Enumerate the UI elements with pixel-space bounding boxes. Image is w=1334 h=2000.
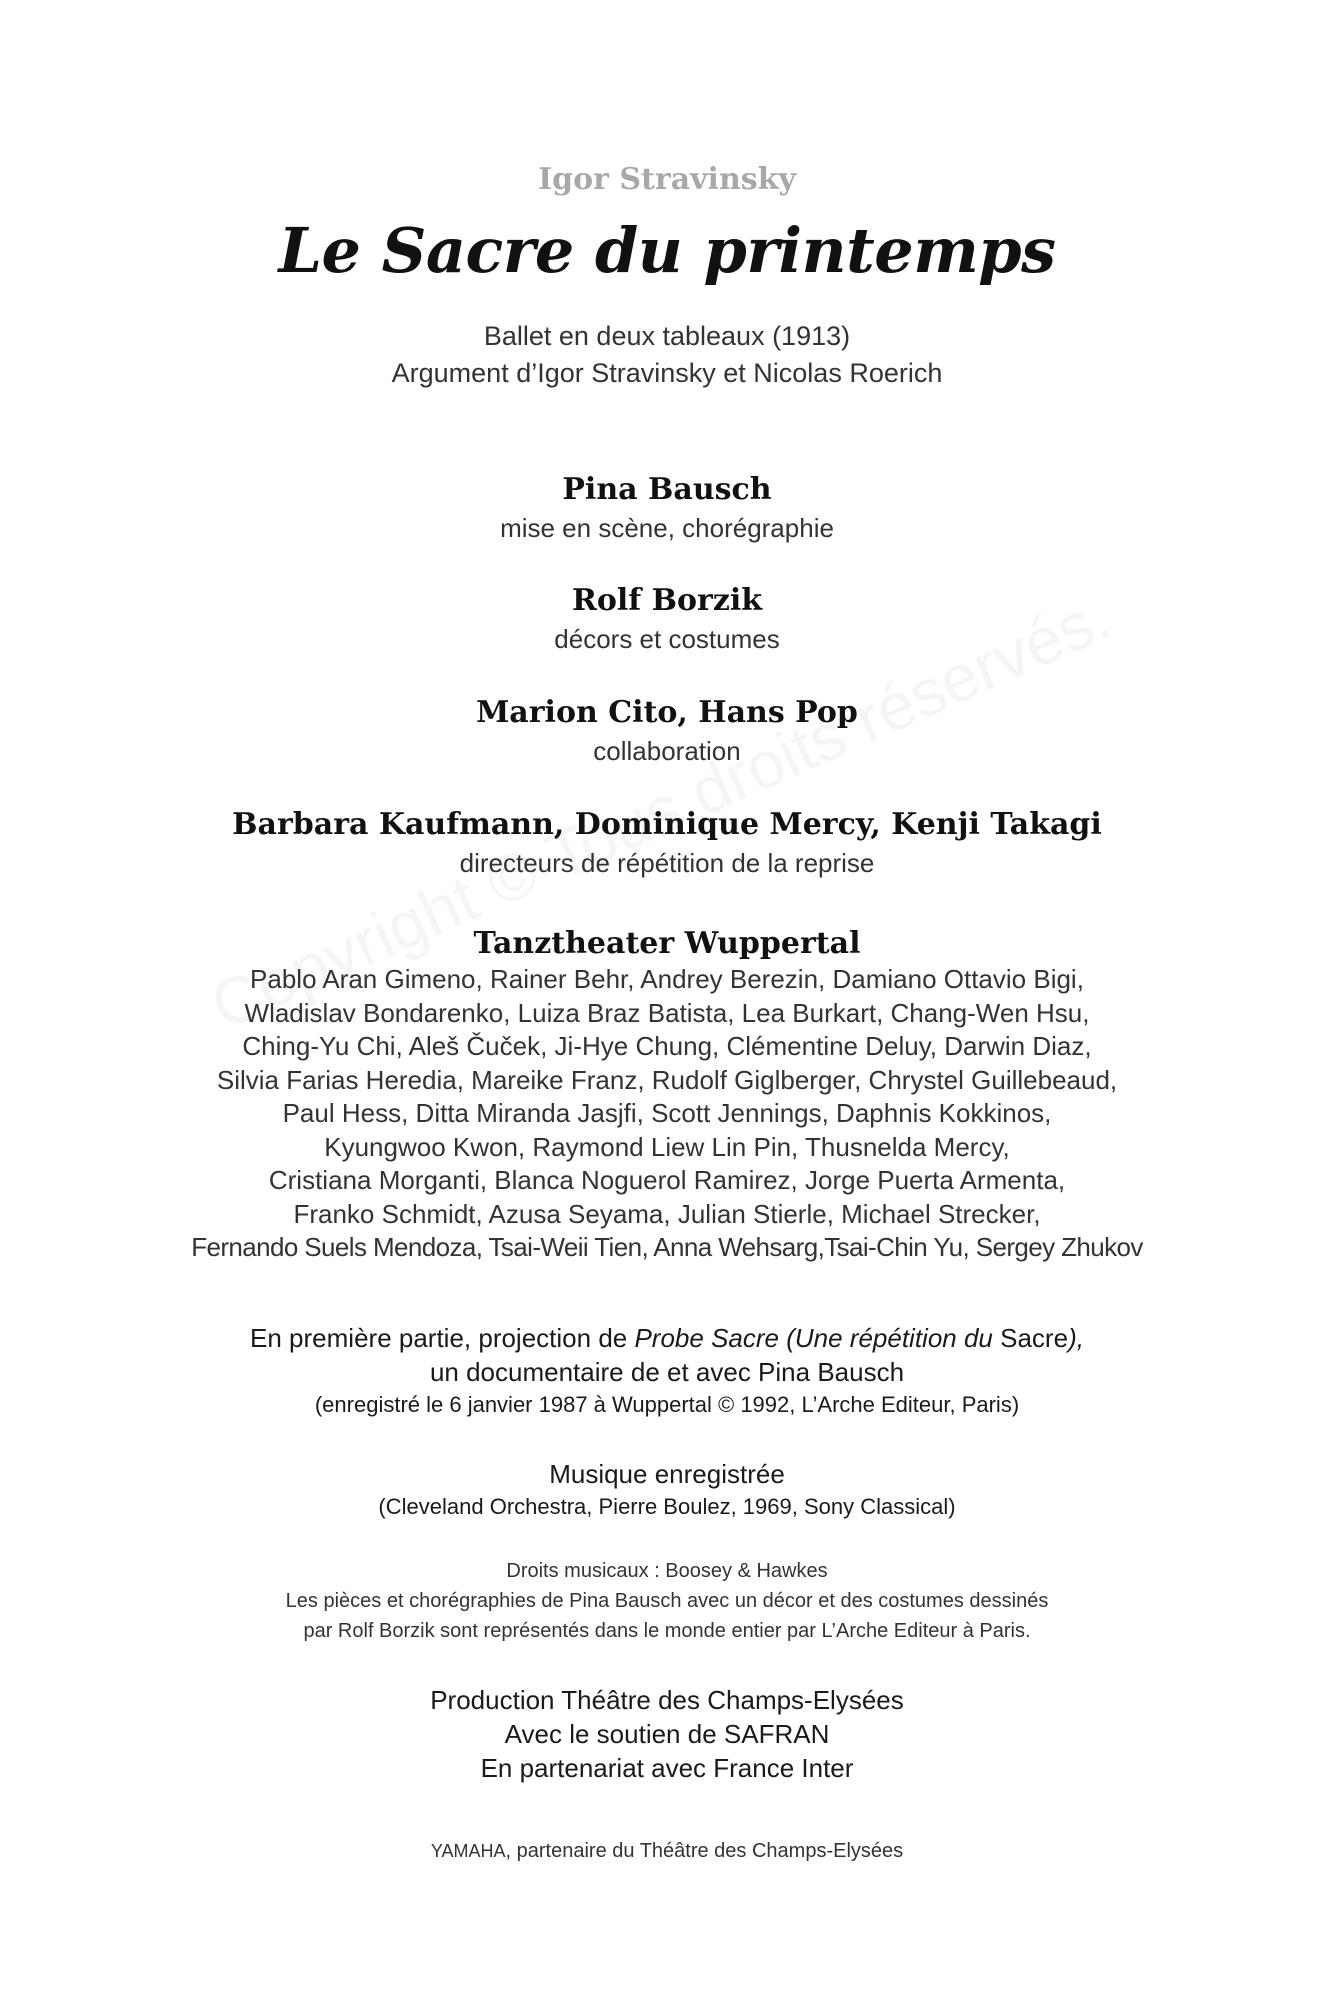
dancers-line: Franko Schmidt, Azusa Seyama, Julian Stierle, Michael Strecker,	[293, 1198, 1041, 1229]
subtitle-line: Argument d’Igor Stravinsky et Nicolas Roerich	[391, 358, 943, 388]
composer-name: Igor Stravinsky	[538, 162, 796, 197]
credit-role: décors et costumes	[554, 624, 780, 654]
production-line: En partenariat avec France Inter	[480, 1753, 854, 1783]
dancers-list	[0, 963, 1334, 1265]
rights-line: Droits musicaux : Boosey & Hawkes	[506, 1560, 828, 1582]
production-block	[0, 1683, 1334, 1785]
dancers-line: Silvia Farias Heredia, Mareike Franz, Rudolf Giglberger, Chrystel Guillebeaud,	[216, 1064, 1118, 1095]
rights-block	[0, 1556, 1334, 1646]
dancers-line: Kyungwoo Kwon, Raymond Liew Lin Pin, Thusnelda Mercy,	[324, 1131, 1010, 1162]
rights-line: Les pièces et chorégraphies de Pina Bausch avec un décor et des costumes dessinés	[285, 1590, 1049, 1612]
projection-text: En première partie, projection de	[250, 1323, 635, 1353]
projection-text: ),	[1068, 1323, 1084, 1353]
partner-text	[0, 1836, 1334, 1866]
dancers-line: Cristiana Morganti, Blanca Noguerol Ramirez, Jorge Puerta Armenta,	[268, 1165, 1066, 1195]
projection-note: (enregistré le 6 janvier 1987 à Wuppertal © 1992, L’Arche Editeur, Paris)	[314, 1392, 1020, 1417]
projection-text: Sacre	[992, 1323, 1069, 1353]
dancers-line: Paul Hess, Ditta Miranda Jasjfi, Scott Jennings, Daphnis Kokkinos,	[282, 1098, 1052, 1128]
subtitle-line: Ballet en deux tableaux (1913)	[483, 321, 851, 351]
credit-design	[0, 581, 1334, 657]
subtitle	[0, 318, 1334, 392]
film-title: Probe Sacre (Une répétition du	[634, 1323, 993, 1353]
projection-line	[0, 1321, 1334, 1355]
work-title: Le Sacre du printemps	[278, 214, 1056, 287]
credit-direction	[0, 470, 1334, 546]
company-section	[0, 925, 1334, 1265]
music-block	[0, 1457, 1334, 1523]
dancers-line: Fernando Suels Mendoza, Tsai-Weii Tien, Anna Wehsarg,Tsai-Chin Yu, Sergey Zhukov	[191, 1232, 1143, 1262]
music-line: Musique enregistrée	[549, 1459, 785, 1489]
projection-line: un documentaire de et avec Pina Bausch	[429, 1357, 905, 1387]
credit-name: Marion Cito, Hans Pop	[476, 695, 858, 730]
credit-collaboration	[0, 693, 1334, 769]
partner-description: , partenaire du Théâtre des Champs-Elysées	[505, 1840, 904, 1862]
credit-name: Pina Bausch	[562, 472, 772, 507]
credit-rehearsal	[0, 805, 1334, 881]
dancers-line: Ching-Yu Chi, Aleš Čuček, Ji-Hye Chung, Clémentine Deluy, Darwin Diaz,	[242, 1031, 1092, 1061]
credit-name: Barbara Kaufmann, Dominique Mercy, Kenji Takagi	[232, 807, 1102, 842]
rights-line: par Rolf Borzik sont représentés dans le monde entier par L’Arche Editeur à Paris.	[303, 1620, 1031, 1642]
credit-role: collaboration	[593, 736, 741, 766]
dancers-line: Wladislav Bondarenko, Luiza Braz Batista, Lea Burkart, Chang-Wen Hsu,	[244, 997, 1090, 1028]
partner-line	[0, 1836, 1334, 1866]
production-line: Production Théâtre des Champs-Elysées	[430, 1685, 904, 1715]
company-name: Tanztheater Wuppertal	[473, 926, 861, 961]
credit-role: directeurs de répétition de la reprise	[459, 848, 875, 878]
production-line: Avec le soutien de SAFRAN	[504, 1719, 830, 1749]
dancers-line: Pablo Aran Gimeno, Rainer Behr, Andrey Berezin, Damiano Ottavio Bigi,	[250, 964, 1084, 994]
credit-role: mise en scène, chorégraphie	[500, 513, 834, 543]
projection-block	[0, 1321, 1334, 1421]
music-note: (Cleveland Orchestra, Pierre Boulez, 1969, Sony Classical)	[378, 1494, 956, 1519]
partner-brand: YAMAHA	[430, 1841, 506, 1861]
credit-name: Rolf Borzik	[571, 583, 763, 618]
